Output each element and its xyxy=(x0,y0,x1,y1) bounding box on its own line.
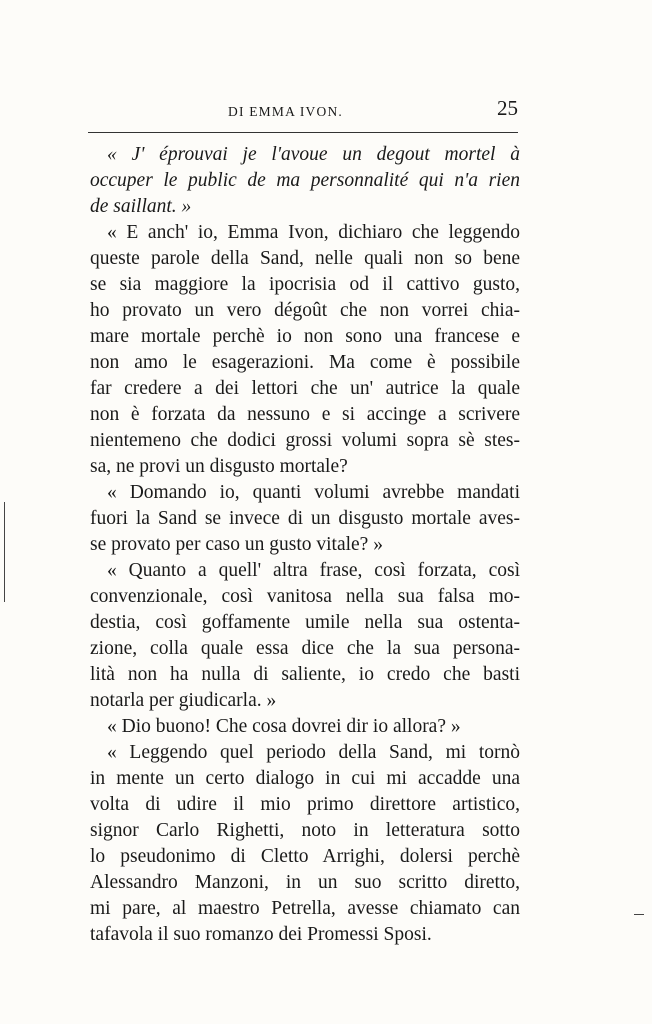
text-line: lità non ha nulla di saliente, io credo che basti xyxy=(90,664,520,685)
paragraph xyxy=(90,480,520,558)
text-line: se provato per caso un gusto vitale? » xyxy=(90,534,383,555)
text-line: de saillant. » xyxy=(90,196,192,217)
text-line: sa, ne provi un disgusto mortale? xyxy=(90,456,348,477)
text-line: notarla per giudicarla. » xyxy=(90,690,277,711)
text-line: queste parole della Sand, nelle quali non so bene xyxy=(90,248,520,269)
header-rule xyxy=(88,132,518,133)
text-line: « Quanto a quell' altra frase, così forzata, così xyxy=(107,560,520,581)
text-line: « E anch' io, Emma Ivon, dichiaro che leggendo xyxy=(107,222,520,243)
paragraph xyxy=(90,714,520,740)
paragraph xyxy=(90,740,520,948)
page-number: 25 xyxy=(497,96,518,120)
margin-dash xyxy=(634,914,644,915)
paragraph xyxy=(90,220,520,480)
text-line: destia, così goffamente umile nella sua ostenta- xyxy=(90,612,520,633)
text-line: « Leggendo quel periodo della Sand, mi tornò xyxy=(107,742,520,763)
body-text xyxy=(90,142,520,948)
text-line: non amo le esagerazioni. Ma come è possibile xyxy=(90,352,520,373)
text-line: tafavola il suo romanzo dei Promessi Sposi. xyxy=(90,924,432,945)
text-line: ho provato un vero dégoût che non vorrei chia- xyxy=(90,300,520,321)
text-line: zione, colla quale essa dice che la sua persona- xyxy=(90,638,520,659)
text-line: far credere a dei lettori che un' autrice la quale xyxy=(90,378,520,399)
text-line: convenzionale, così vanitosa nella sua falsa mo- xyxy=(90,586,520,607)
text-line: Alessandro Manzoni, in un suo scritto diretto, xyxy=(90,872,520,893)
page-header xyxy=(88,96,518,130)
text-line: fuori la Sand se invece di un disgusto mortale aves- xyxy=(90,508,520,529)
text-line: non è forzata da nessuno e si accinge a scrivere xyxy=(90,404,520,425)
text-line: se sia maggiore la ipocrisia od il cattivo gusto, xyxy=(90,274,520,295)
text-line: nientemeno che dodici grossi volumi sopra sè stes- xyxy=(90,430,520,451)
margin-mark xyxy=(4,502,13,602)
text-line: in mente un certo dialogo in cui mi accadde una xyxy=(90,768,520,789)
text-line: lo pseudonimo di Cletto Arrighi, dolersi perchè xyxy=(90,846,520,867)
paragraph xyxy=(90,142,520,220)
text-line: « Domando io, quanti volumi avrebbe mandati xyxy=(107,482,520,503)
text-line: mi pare, al maestro Petrella, avesse chiamato can xyxy=(90,898,520,919)
text-line: signor Carlo Righetti, noto in letteratura sotto xyxy=(90,820,520,841)
running-title: DI EMMA IVON. xyxy=(228,104,343,119)
text-line: mare mortale perchè io non sono una francese e xyxy=(90,326,520,347)
text-line: volta di udire il mio primo direttore artistico, xyxy=(90,794,520,815)
paragraph xyxy=(90,558,520,714)
text-line: occuper le public de ma personnalité qui n'a rien xyxy=(90,170,520,191)
text-line: « J' éprouvai je l'avoue un degout mortel à xyxy=(107,144,520,165)
text-line: « Dio buono! Che cosa dovrei dir io allora? » xyxy=(107,716,461,737)
